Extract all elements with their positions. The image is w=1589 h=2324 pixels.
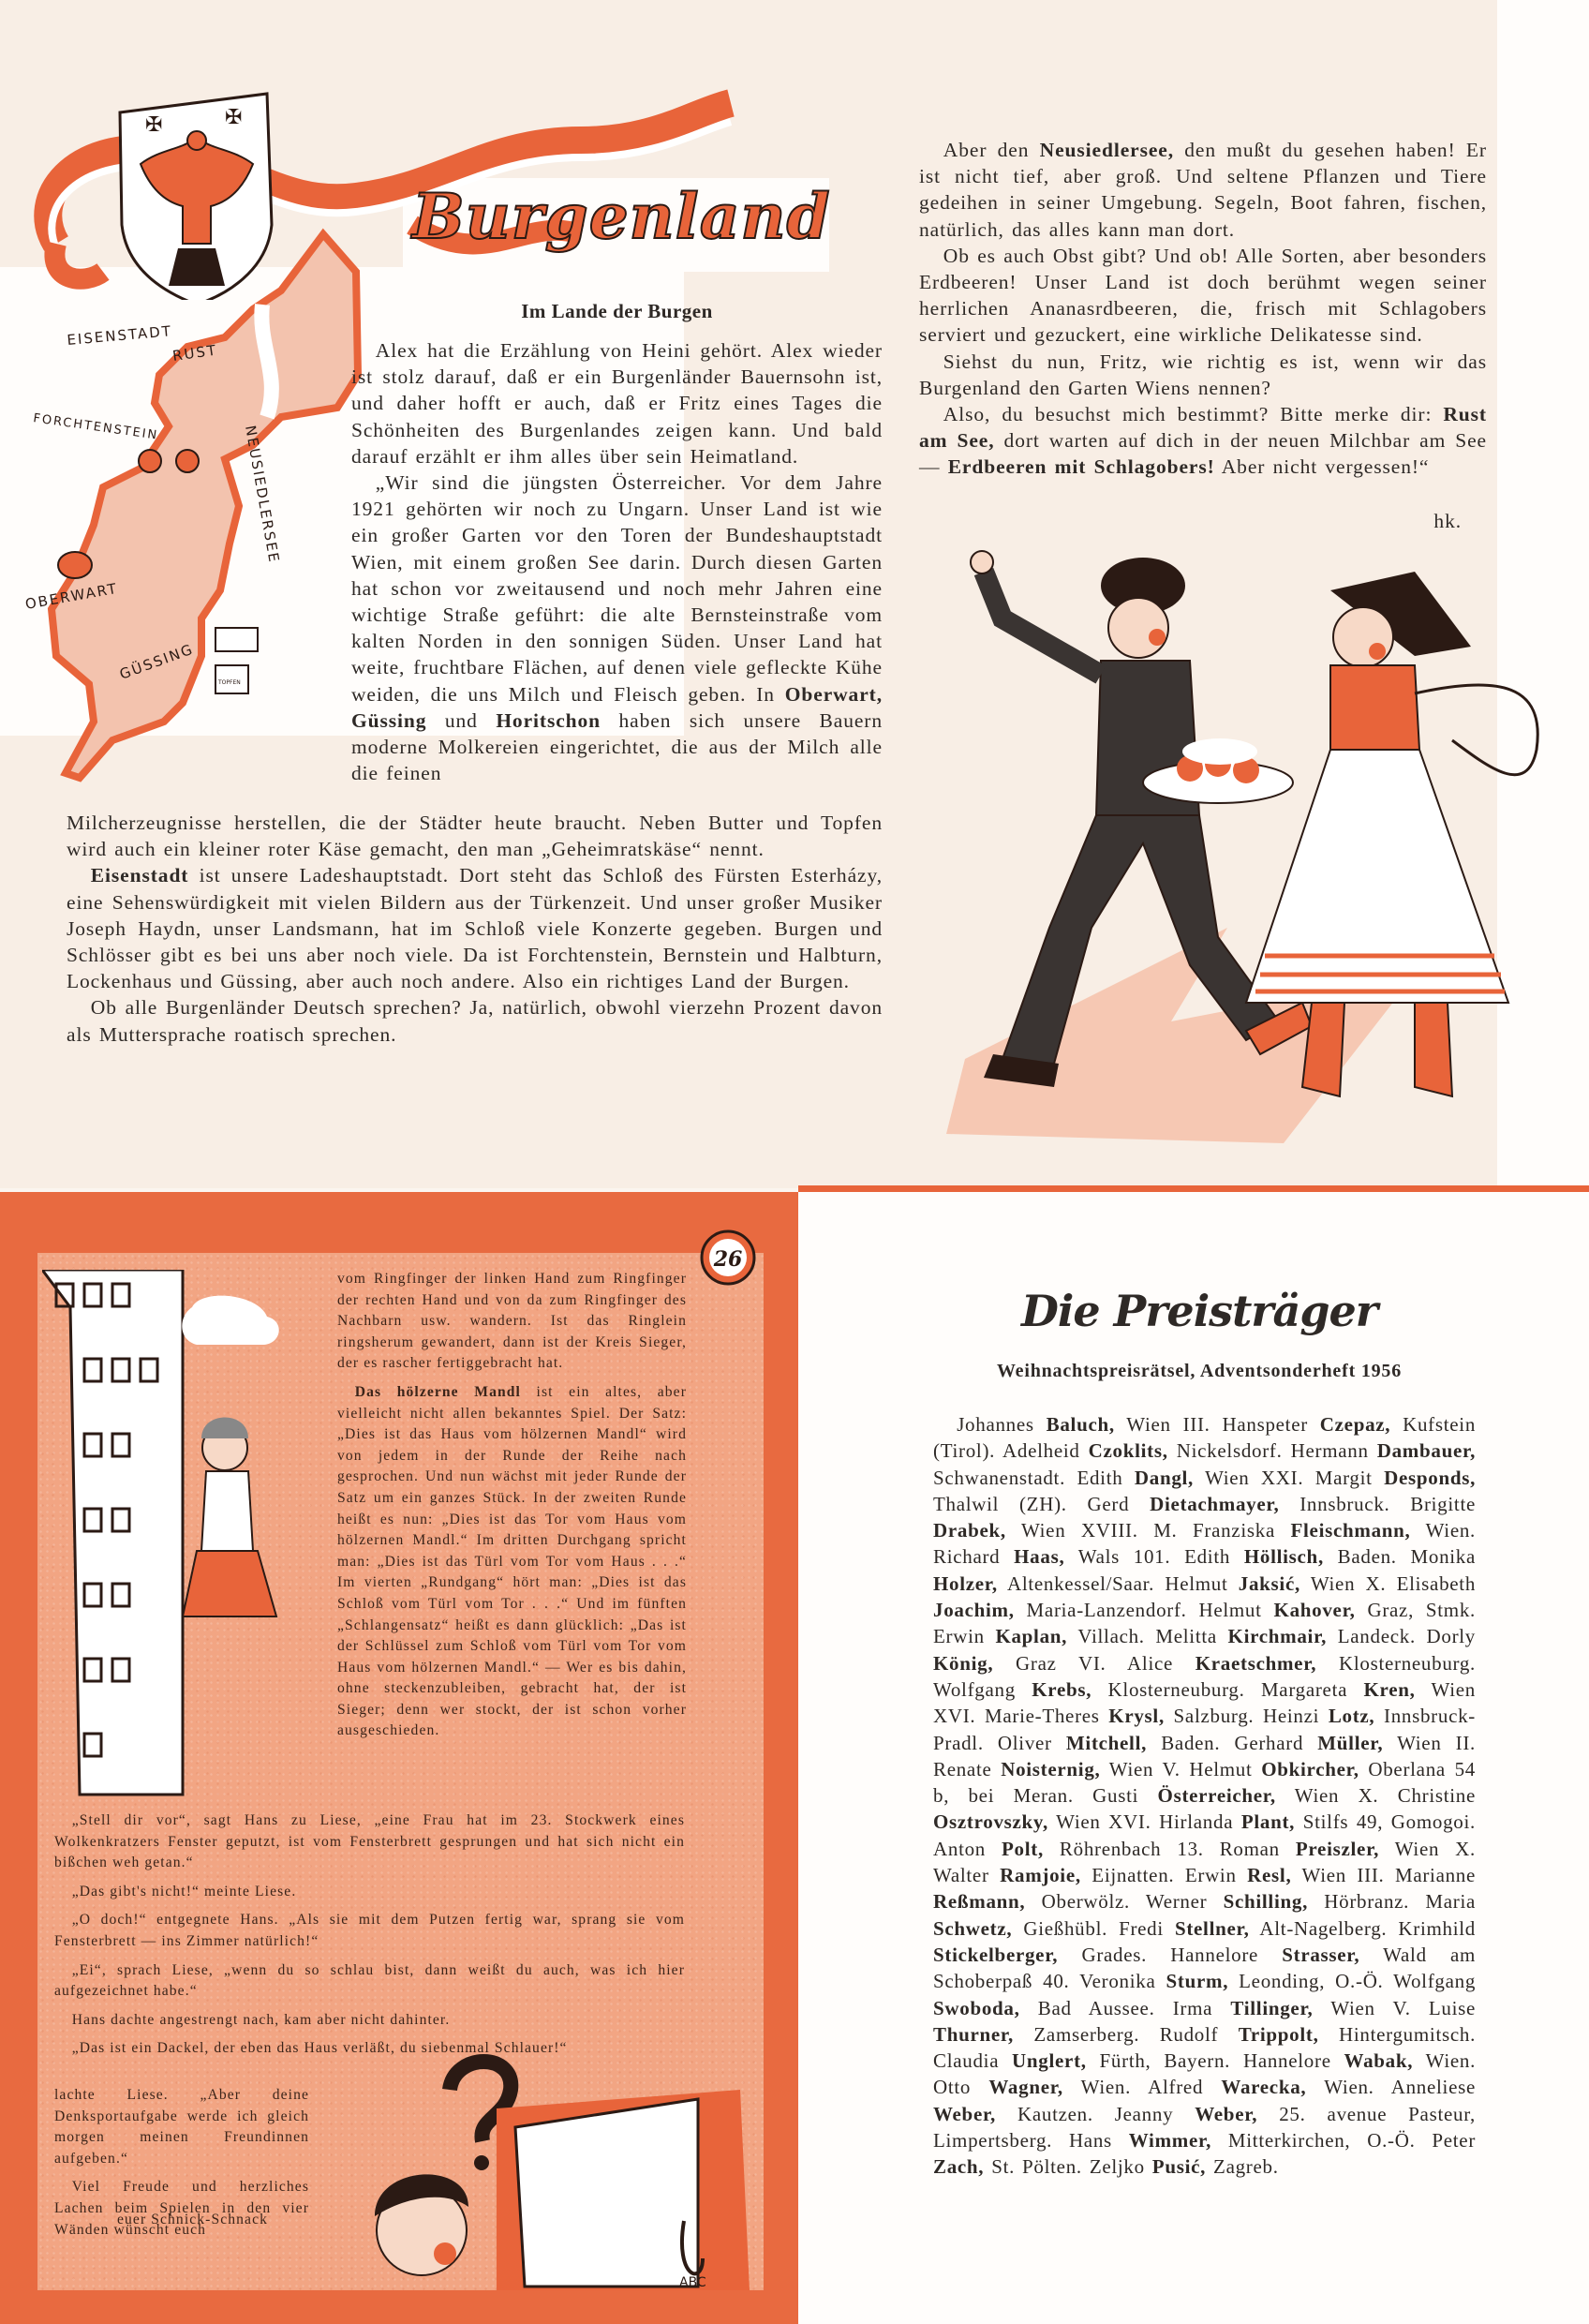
winner-last-name: Sturm, [1166, 1970, 1229, 1993]
boy-head [375, 2174, 468, 2275]
winner-last-name: Baluch, [1046, 1413, 1115, 1436]
winner-first-name: Claudia [933, 2049, 1000, 2073]
winner-first-name: Erwin [1184, 1864, 1237, 1887]
map-label-guessing: GÜSSING [117, 640, 197, 683]
winner-entry [933, 1625, 1155, 1647]
winner-place: Hintergumitsch. [1339, 2022, 1477, 2046]
winner-place: Wien. [1324, 2076, 1374, 2099]
winner-place: St. Pölten. [991, 2155, 1082, 2179]
winner-place: Salzburg. [1173, 1705, 1255, 1728]
winner-first-name: Walter [933, 1864, 989, 1887]
winner-first-name: Fredi [1119, 1916, 1164, 1940]
winner-first-name: Zeljko [1089, 2155, 1145, 2179]
winner-last-name: Polt, [1002, 1837, 1044, 1860]
winner-first-name: Anneliese [1390, 2076, 1477, 2099]
winner-place: Wien. [1425, 1519, 1477, 1542]
winner-entry [1146, 1890, 1426, 1913]
winner-first-name: Oliver [997, 1731, 1052, 1754]
winner-last-name: Plant, [1240, 1810, 1296, 1834]
winner-first-name: Christine [1397, 1784, 1477, 1808]
winner-place: Villach. [1077, 1625, 1145, 1648]
winner-last-name: Desponds, [1384, 1466, 1477, 1489]
winner-first-name: Hans [1068, 2129, 1112, 2153]
winner-first-name: Helmut [1189, 1757, 1253, 1780]
text: Alex hat die Erzählung von Heini gehört. Alex wieder ist stolz darauf, daß er ein Burgenländer Bauernsohn ist, und daher hofft er auch, daß er Fritz eines Tages die Schönheiten des Burgenlandes zeigen kann. Und bald darauf erzählt er ihm alles über sein Heimatland. [351, 339, 883, 468]
winner-first-name: Adelheid [1002, 1439, 1080, 1463]
text: dort warten auf dich in der neuen Milchbar am See — [919, 429, 1487, 479]
winner-place: Wien V. [1108, 1757, 1181, 1780]
paragraph [67, 810, 883, 862]
winner-entry [1159, 1810, 1476, 1833]
winner-first-name: Edith [1184, 1545, 1231, 1569]
winner-last-name: Jaksić, [1238, 1572, 1300, 1595]
winner-last-name: Wabak, [1344, 2049, 1414, 2073]
paragraph [67, 994, 883, 1047]
winner-first-name: Gerd [1087, 1492, 1130, 1515]
winner-place: Wien X. [1394, 1837, 1476, 1860]
text: ist unsere Ladeshauptstadt. Dort steht das Schloß des Fürsten Esterházy, eine Sehenswürdigkeit mit vielen Bildern aus der Türkenzeit. Und unser großer Musiker Joseph Haydn, unser Landsmann, hat im Schloß viele Konzerte gegeben. Burgen und Schlösser gibt es bei uns aber noch viele. Da ist Forchtenstein, Bernstein und Halbturn, Lockenhaus und Güssing, aber auch noch andere. Also ein richtiges Land der Burgen. [67, 864, 883, 993]
winner-last-name: Trippolt, [1238, 2022, 1319, 2046]
winner-first-name: Monika [1410, 1545, 1477, 1569]
winner-last-name: Strasser, [1282, 1943, 1360, 1966]
paragraph [54, 1882, 685, 1903]
winner-first-name: Veronika [1079, 1970, 1156, 1993]
winner-first-name: Elisabeth [1396, 1572, 1477, 1595]
winner-place: Kufstein (Tirol). [933, 1413, 1477, 1463]
paragraph [54, 1910, 685, 1952]
winner-last-name: Swoboda, [933, 1996, 1020, 2019]
winner-place: Altenkessel/Saar. [1006, 1572, 1155, 1595]
winner-place: Wien III. [1301, 1864, 1385, 1887]
winner-place: Wals 101. [1077, 1545, 1171, 1569]
games-narrow-column [337, 1269, 687, 1742]
winners-paragraph [933, 1411, 1476, 2181]
winner-first-name: Wolfgang [1393, 1970, 1477, 1993]
winner-entry [1069, 2129, 1432, 2152]
winner-first-name: Helmut [1165, 1572, 1228, 1595]
winner-entry [1220, 1838, 1476, 1860]
winner-last-name: Schilling, [1223, 1890, 1309, 1914]
burgenland-title: Burgenland [412, 180, 831, 253]
winner-first-name: Dorly [1426, 1625, 1476, 1648]
bold-text: Horitschon [496, 708, 601, 732]
bold-text: Oberwart, Güssing [351, 682, 883, 732]
winner-first-name: Jeanny [1114, 2102, 1174, 2125]
winner-last-name: Kaplan, [995, 1625, 1068, 1648]
winner-entry [1234, 1732, 1476, 1754]
bold-text: Rust am See, [919, 403, 1487, 453]
text: Also, du besuchst mich bestimmt? Bitte merke dir: [943, 403, 1444, 426]
winner-last-name: Fleischmann, [1290, 1519, 1411, 1542]
winner-place: Bad Aussee. [1037, 1996, 1155, 2019]
text: und [426, 708, 497, 732]
winner-last-name: Dietachmayer, [1150, 1492, 1280, 1515]
text: Viel Freude und herzliches Lachen beim Spielen in den vier Wänden wünscht euch [54, 2179, 309, 2238]
winner-last-name: Resl, [1247, 1864, 1292, 1887]
winner-first-name: Roman [1219, 1837, 1280, 1860]
paragraph [67, 862, 883, 994]
winner-last-name: Krysl, [1108, 1705, 1165, 1728]
winner-last-name: Czepaz, [1319, 1413, 1391, 1436]
winner-first-name: Peter [1432, 2129, 1477, 2153]
winner-first-name: Hirlanda [1159, 1810, 1234, 1834]
bold-text: Neusiedlersee, [1039, 139, 1175, 161]
winner-last-name: Wimmer, [1128, 2129, 1212, 2153]
winner-first-name: Heinzi [1263, 1705, 1320, 1728]
text: „Das ist ein Dackel, der eben das Haus verläßt, du siebenmal Schlauer!“ [71, 2040, 568, 2057]
map-shape [52, 234, 358, 778]
winner-last-name: Reßmann, [933, 1890, 1026, 1914]
winner-last-name: Schwetz, [933, 1916, 1013, 1940]
winner-entry [1153, 1519, 1476, 1542]
winner-last-name: Noisternig, [1001, 1757, 1101, 1780]
winner-place: Graz VI. [1016, 1651, 1106, 1675]
winner-place: Innsbruck. [1299, 1492, 1390, 1515]
winner-place: Baden. [1161, 1731, 1221, 1754]
burgenland-map [0, 216, 375, 797]
winner-last-name: Kren, [1363, 1677, 1416, 1701]
winner-last-name: Tillinger, [1230, 1996, 1314, 2019]
winner-last-name: Preiszler, [1295, 1837, 1380, 1860]
drawing-board [515, 2099, 698, 2287]
winner-place: Zagreb. [1213, 2155, 1279, 2179]
winner-entry [1077, 1467, 1314, 1489]
winner-first-name: Melitta [1155, 1625, 1217, 1648]
winner-first-name: Margit [1314, 1466, 1373, 1489]
winner-first-name: Marie-Theres [985, 1705, 1100, 1728]
winner-first-name: Werner [1145, 1890, 1208, 1914]
paragraph [919, 401, 1487, 481]
text: Aber den [943, 139, 1040, 161]
text: haben sich unsere Bauern moderne Molkereien eingerichtet, die aus der Milch alle die feinen [351, 708, 884, 785]
winner-place: Nickelsdorf. [1176, 1439, 1283, 1463]
article-wide-column [67, 810, 883, 1048]
butter-icon [215, 628, 258, 651]
winner-entry [1092, 1784, 1398, 1807]
winner-last-name: Dambauer, [1376, 1439, 1477, 1463]
winner-entry [933, 2076, 1148, 2098]
winner-place: Leonding, O.-Ö. [1239, 1970, 1384, 1993]
winner-place: Hörbranz. [1324, 1890, 1410, 1914]
winners-list [933, 1411, 1476, 2181]
text: Ob alle Burgenländer Deutsch sprechen? Ja, natürlich, obwohl vierzehn Prozent davon als Muttersprache roatisch sprechen. [67, 996, 883, 1046]
winner-last-name: Pusić, [1151, 2155, 1207, 2179]
winner-entry [1127, 1652, 1476, 1675]
winner-last-name: Kraetschmer, [1195, 1651, 1317, 1675]
winner-place: Graz, Stmk. [1367, 1599, 1476, 1622]
paragraph [54, 2085, 309, 2169]
text: „O doch!“ entgegnete Hans. „Als sie mit dem Putzen fertig war, sprang sie vom Fensterbrett — ins Zimmer natürlich!“ [54, 1912, 685, 1949]
author-initials: hk. [1433, 510, 1462, 532]
winner-place: Wien II. [1397, 1731, 1476, 1754]
map-label-rust: RUST [171, 341, 219, 365]
text: vom Ringfinger der linken Hand zum Ringfinger der rechten Hand und von da zum Ringfinger des Nachbarn usw. wandern. Ist das Ringlein ringsherum gewandert, dann ist der Kreis Sieger, der es rascher fertiggebracht hat. [337, 1271, 687, 1372]
winner-last-name: Czoklits, [1088, 1439, 1168, 1463]
winner-first-name: Hannelore [1242, 2049, 1331, 2073]
winner-place: Fürth, Bayern. [1099, 2049, 1231, 2073]
paragraph [337, 1269, 687, 1375]
paragraph [54, 2010, 685, 2032]
winner-entry [1002, 1439, 1291, 1462]
winner-first-name: Edith [1077, 1466, 1123, 1489]
winner-entry [985, 1705, 1263, 1727]
winners-title: Die Preisträger [1020, 1286, 1378, 1336]
winner-place: Gießhübl. [1023, 1916, 1108, 1940]
paragraph [919, 137, 1487, 243]
winner-last-name: Mitchell, [1065, 1731, 1148, 1754]
winner-place: Thalwil (ZH). [933, 1492, 1067, 1515]
winner-place: Eijnatten. [1092, 1864, 1175, 1887]
text: „Das gibt's nicht!“ meinte Liese. [71, 1883, 297, 1899]
text: lachte Liese. „Aber deine Denksportaufgabe werde ich gleich morgen meinen Freundinnen aufgeben.“ [54, 2087, 309, 2167]
text: den mußt du gesehen haben! Er ist nicht tief, aber groß. Und seltene Pflanzen und Tiere gedeihen in seiner Umgebung. Segeln, Boot fahren, fischen, natürlich, das alles kann man dort. [919, 139, 1487, 241]
map-label-forchtenstein: FORCHTENSTEIN [32, 411, 160, 443]
winner-last-name: Joachim, [933, 1599, 1015, 1622]
winner-place: Landeck. [1337, 1625, 1416, 1648]
winner-first-name: Marianne [1394, 1864, 1477, 1887]
paragraph [351, 337, 883, 469]
winner-last-name: Krebs, [1032, 1677, 1092, 1701]
text: Siehst du nun, Fritz, wie richtig es ist, wenn wir das Burgenland den Garten Wiens nennen? [919, 350, 1487, 399]
dancing-couple-illustration [890, 534, 1555, 1153]
winner-entry [933, 1678, 1261, 1701]
winner-place: Klosterneuburg. [1338, 1651, 1476, 1675]
winner-entry [933, 1545, 1184, 1568]
woman-figure [183, 1418, 276, 1617]
text: Hans dachte angestrengt nach, kam aber nicht dahinter. [71, 2011, 451, 2028]
map-label-neusiedlersee: NEUSIEDLERSEE [242, 424, 283, 565]
map-label-eisenstadt: EISENSTADT [66, 322, 173, 349]
winner-entry [1155, 1625, 1426, 1647]
winner-place: Stilfs 49, Gomogoi. [1302, 1810, 1476, 1834]
winner-entry [1160, 2023, 1476, 2046]
winner-last-name: Weber, [1195, 2102, 1258, 2125]
winner-first-name: M. Franziska [1153, 1519, 1275, 1542]
winner-first-name: Luise [1428, 1996, 1477, 2019]
winner-first-name: Maria [1425, 1890, 1477, 1914]
winner-last-name: Stellner, [1174, 1916, 1250, 1940]
winner-last-name: Holzer, [933, 1572, 998, 1595]
winner-first-name: Erwin [933, 1625, 985, 1648]
winner-place: Maria-Lanzendorf. [1026, 1599, 1187, 1622]
winner-first-name: Johannes [957, 1413, 1034, 1436]
winner-place: Alt-Nagelberg. [1259, 1916, 1388, 1940]
winner-entry [1148, 2076, 1391, 2098]
winner-first-name: Helmut [1198, 1599, 1262, 1622]
winner-first-name: Alice [1127, 1651, 1174, 1675]
text: „Wir sind die jüngsten Österreicher. Vor dem Jahre 1921 gehörten wir noch zu Ungarn. Unser Land ist wie ein großer Garten vor den Toren der Bundeshauptstadt Wien, mit einem großen See darin. Durch diesen Garten hat schon vor zweitausend und noch mehr Jahren eine wichtige Straße geführt: die alte Bernsteinstraße vom kalten Norden in den sonnigen Süden. Unser Land hat weite, fruchtbare Flächen, auf denen viele gefleckte Kühe weiden, die uns Milch und Fleisch geben. In [351, 471, 883, 706]
winner-first-name: Gusti [1092, 1784, 1139, 1808]
winner-place: Grades. [1081, 1943, 1148, 1966]
strawberry-icon [176, 450, 199, 472]
winner-entry [933, 2049, 1243, 2072]
paragraph [54, 1810, 685, 1874]
text: „Ei“, sprach Liese, „wenn du so schlau bist, dann weißt du auch, was ich hier aufgezeichnet habe.“ [54, 1961, 685, 2000]
winner-place: Klosterneuburg. [1107, 1677, 1245, 1701]
winner-last-name: Österreicher, [1157, 1784, 1276, 1808]
winner-place: Wien X. [1310, 1572, 1387, 1595]
winner-first-name: Brigitte [1410, 1492, 1477, 1515]
winner-last-name: Osztrovszky, [933, 1810, 1048, 1834]
winner-entry [1119, 1917, 1398, 1940]
winner-place: Baden. [1337, 1545, 1397, 1569]
winner-last-name: Dangl, [1134, 1466, 1195, 1489]
cross-icon: ✠ [145, 112, 163, 136]
map-label-topfen: TOPFEN [218, 679, 241, 686]
article-narrow-column [351, 337, 883, 786]
signoff: euer Schnick-Schnack [117, 2212, 268, 2227]
winner-first-name: Alfred [1148, 2076, 1204, 2099]
winner-entry [1173, 1997, 1429, 2019]
winner-entry [1090, 2155, 1279, 2178]
winners-subtitle: Weihnachtspreisrätsel, Adventsonderheft 1956 [996, 1361, 1403, 1381]
winner-last-name: Wagner, [988, 2076, 1063, 2099]
text: Ob es auch Obst gibt? Und ob! Alle Sorten, aber besonders Erdbeeren! Unser Land ist doch berühmt wegen seiner herrlichen Ananasrdbeeren, die, frisch mit Schlagobers serviert und gezuckert, eine wirkliche Delikatesse sind. [919, 244, 1487, 347]
text: Aber nicht vergessen!“ [1214, 455, 1430, 479]
winner-place: Wien XVI. [1056, 1810, 1151, 1834]
winner-entry [1079, 1970, 1393, 1992]
winner-place: Oberlana 54 b, bei Meran. [933, 1757, 1476, 1808]
winner-place: Wien XXI. [1205, 1466, 1304, 1489]
winner-place: Zamserberg. [1033, 2022, 1140, 2046]
section-title: Im Lande der Burgen [521, 300, 713, 322]
section-divider [798, 1185, 1589, 1192]
winner-place: Wien XVIII. [1020, 1519, 1138, 1542]
text: Milcherzeugnisse herstellen, die der Städter heute braucht. Neben Butter und Topfen wird auch ein kleiner roter Käse gemacht, den man „Geheimratskäse“ nennt. [67, 812, 883, 861]
winner-entry [998, 1732, 1235, 1754]
winner-entry [933, 1758, 1189, 1780]
winner-place: Schwanenstadt. [933, 1466, 1066, 1489]
winner-last-name: Höllisch, [1243, 1545, 1324, 1569]
bold-text: Das hölzerne Mandl [354, 1383, 521, 1400]
text: „Stell dir vor“, sagt Hans zu Liese, „eine Frau hat im 23. Stockwerk eines Wolkenkratzers Fenster geputzt, ist vom Fensterbrett gesprungen und hat sich nicht ein bißchen weh getan.“ [54, 1812, 685, 1871]
winner-place: 25. avenue Pasteur, Limpertsberg. [933, 2102, 1477, 2153]
page-number: 26 [713, 1247, 743, 1272]
cloud-icon [182, 1296, 278, 1345]
page-number-badge [693, 1228, 764, 1289]
winner-last-name: Stickelberger, [933, 1943, 1059, 1966]
winner-last-name: Müller, [1317, 1731, 1384, 1754]
winner-first-name: Margareta [1260, 1677, 1348, 1701]
paragraph [351, 469, 883, 786]
winner-entry [1198, 1599, 1476, 1621]
winner-first-name: Anton [933, 1837, 986, 1860]
winner-first-name: Irma [1172, 1996, 1213, 2019]
winner-entry [933, 1864, 1185, 1886]
winner-place: Kautzen. [1017, 2102, 1093, 2125]
winner-first-name: Renate [933, 1757, 992, 1780]
winner-entry [933, 1838, 1220, 1860]
winner-last-name: Lotz, [1328, 1705, 1375, 1728]
cheese-icon [58, 552, 92, 578]
winner-place: Wien V. [1330, 1996, 1411, 2019]
winner-last-name: Drabek, [933, 1519, 1006, 1542]
winner-first-name: Hanspeter [1222, 1413, 1308, 1436]
skyscraper-illustration [42, 1270, 333, 1804]
winner-entry [1185, 1864, 1395, 1886]
winner-last-name: Kirchmair, [1227, 1625, 1328, 1648]
winner-place: Wien III. [1126, 1413, 1210, 1436]
winner-last-name: Thurner, [933, 2022, 1014, 2046]
winner-place: Wald am Schoberpaß 40. [933, 1943, 1477, 1993]
winner-first-name: Krimhild [1398, 1916, 1476, 1940]
map-label-oberwart: OBERWART [23, 579, 120, 613]
winner-entry [1165, 1572, 1396, 1595]
winner-first-name: Hannelore [1170, 1943, 1259, 1966]
winner-first-name: Richard [933, 1545, 1001, 1569]
winner-first-name: Gerhard [1234, 1731, 1304, 1754]
paragraph [919, 243, 1487, 349]
text: ist ein altes, aber vielleicht nicht allen bekanntes Spiel. Der Satz: „Dies ist das Haus vom hölzernen Mandl“ wird von jedem in der Runde der Reihe nach gesprochen. Und nun wächst mit jeder Runde der Satz um ein ganzes Stück. In der zweiten Runde heißt es nun: „Dies ist das Tor vom Haus vom hölzernen Mandl.“ Im dritten Durchgang spricht man: „Dies ist das Türl vom Tor vom Haus . . .“ Im vierten „Rundgang“ hört man: „Dies ist das Schloß vom Türl vom Tor . . .“ Und im fünften „Schlangensatz“ heißt es dann glücklich: „Das ist der Schlüssel zum Schloß vom Türl vom Tor vom Haus vom hölzernen Mandl.“ — Wer es bis dahin, ohne steckenzubleiben, gebracht hat, der ist Sieger; denn wer stockt, der ist schon vorher ausgeschieden. [337, 1383, 687, 1739]
winner-last-name: Warecka, [1221, 2076, 1307, 2099]
winner-last-name: Weber, [933, 2102, 997, 2125]
puzzled-boy-illustration [356, 2052, 764, 2290]
winner-place: Wien. [1425, 2049, 1477, 2073]
winner-entry [1243, 2049, 1476, 2072]
strawberry-icon [139, 450, 161, 472]
bold-text: Eisenstadt [90, 864, 189, 887]
winner-last-name: Unglert, [1012, 2049, 1087, 2073]
article-right-column [919, 137, 1487, 481]
paragraph [919, 349, 1487, 401]
winner-last-name: Ramjoie, [1000, 1864, 1081, 1887]
winner-entry [1184, 1545, 1410, 1568]
winner-place: Wien X. [1294, 1784, 1379, 1808]
winner-entry [957, 1413, 1222, 1436]
paragraph [337, 1382, 687, 1742]
winner-first-name: Rudolf [1159, 2022, 1219, 2046]
winner-place: Mitterkirchen, O.-Ö. [1227, 2129, 1416, 2153]
winner-place: Innsbruck-Pradl. [933, 1705, 1476, 1754]
winner-last-name: Haas, [1014, 1545, 1065, 1569]
winner-entry [1088, 1493, 1411, 1515]
artist-signature: ABC [679, 2275, 706, 2290]
winner-place: Röhrenbach 13. [1059, 1837, 1204, 1860]
winner-place: Wien. [1080, 2076, 1132, 2099]
winner-last-name: Obkircher, [1261, 1757, 1359, 1780]
winner-first-name: Hermann [1290, 1439, 1369, 1463]
winner-first-name: Otto [933, 2076, 972, 2099]
games-wide-column [54, 1810, 685, 2060]
winner-place: Wien XVI. [933, 1677, 1476, 1728]
paragraph [54, 1960, 685, 2003]
cross-icon: ✠ [225, 105, 243, 128]
bold-text: Erdbeeren mit Schlagobers! [947, 455, 1215, 479]
winner-last-name: König, [933, 1651, 994, 1675]
winner-first-name: Wolfgang [933, 1677, 1016, 1701]
winner-last-name: Kahover, [1273, 1599, 1356, 1622]
winner-last-name: Zach, [933, 2155, 985, 2179]
winner-place: Oberwölz. [1041, 1890, 1130, 1914]
